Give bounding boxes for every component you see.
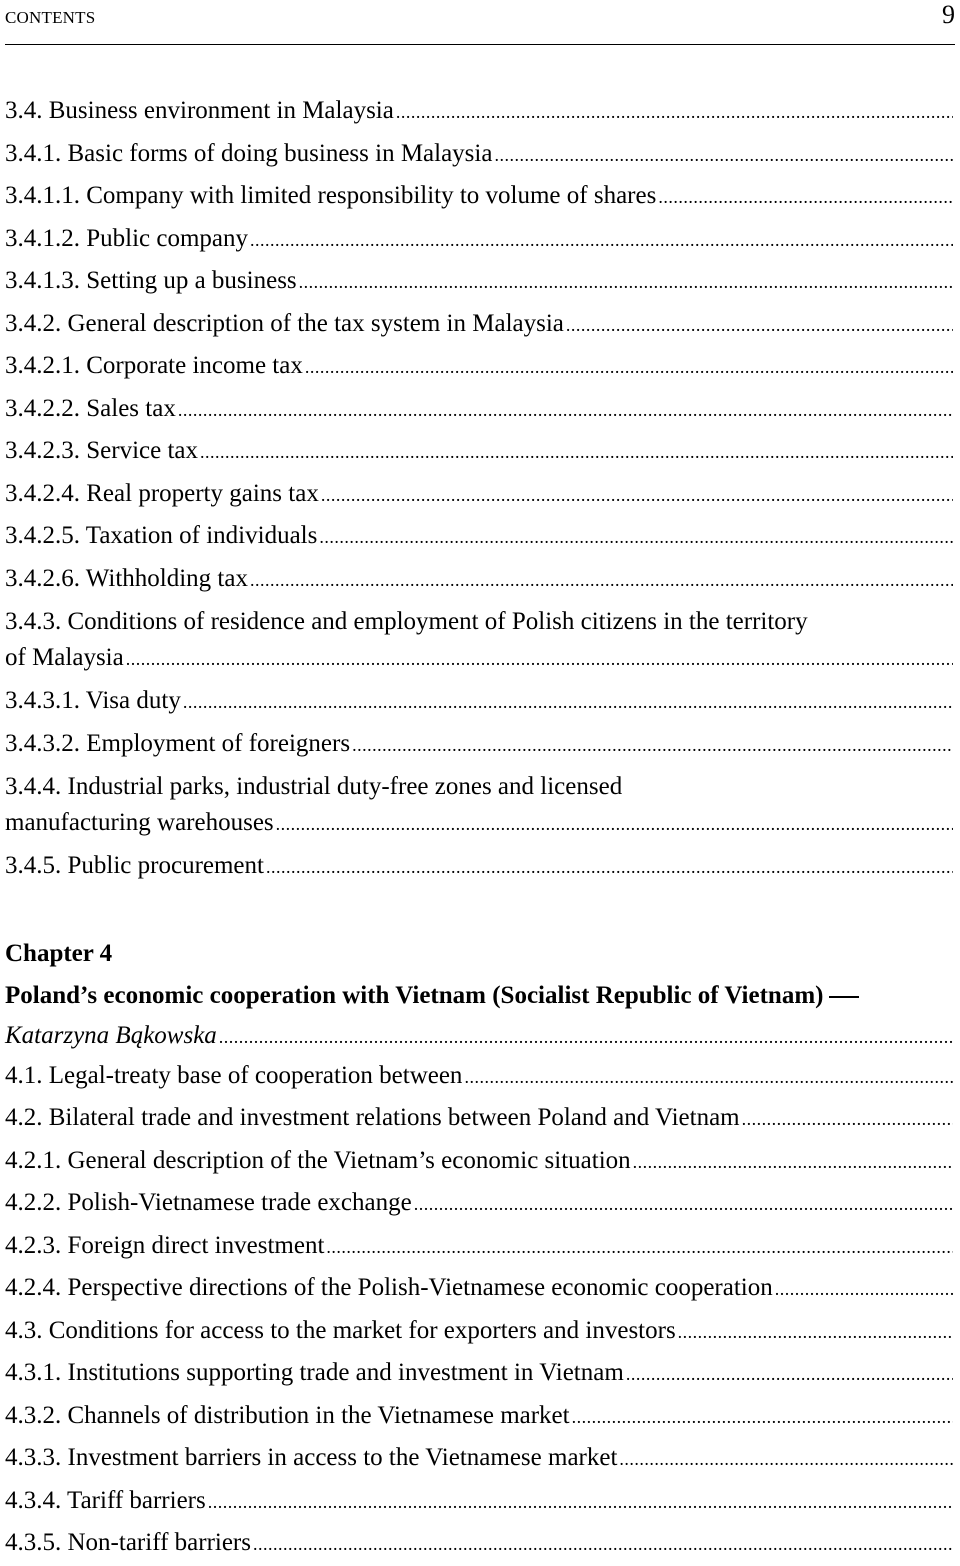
toc-entry-label: 4.3. Conditions for access to the market for exporters and investors — [5, 1316, 676, 1344]
leader-dots — [464, 1056, 953, 1099]
toc-entry-label: 3.4.1. Basic forms of doing business in Malaysia — [5, 139, 493, 167]
toc-entry — [5, 558, 953, 601]
toc-entry — [5, 1437, 953, 1480]
toc-entry-label: 4.2.1. General description of the Vietnam’s economic situation — [5, 1146, 631, 1174]
leader-dots — [208, 1481, 953, 1524]
toc-entry-label: 3.4.4. Industrial parks, industrial duty-free zones and licensed — [5, 773, 623, 800]
page-header — [5, 0, 955, 40]
leader-dots — [326, 1226, 953, 1269]
leader-dots — [250, 559, 953, 602]
header-rule — [5, 44, 955, 45]
toc-entry-label: 3.4.1.3. Setting up a business — [5, 267, 297, 294]
toc-entry-continuation — [5, 640, 953, 677]
toc-entry — [5, 430, 953, 473]
leader-dots — [626, 1353, 953, 1396]
leader-dots — [126, 641, 953, 677]
leader-dots — [319, 516, 953, 559]
leader-dots — [183, 681, 953, 724]
toc-entry — [5, 1140, 953, 1183]
table-of-contents — [5, 90, 953, 1565]
leader-dots — [619, 1438, 953, 1481]
toc-entry — [5, 260, 953, 303]
toc-entry-label: 4.2. Bilateral trade and investment relations between Poland and Vietnam — [5, 1104, 740, 1131]
chapter-heading: Chapter 4 — [5, 939, 113, 967]
leader-dots — [742, 1098, 953, 1141]
leader-dots — [352, 724, 953, 767]
toc-entry — [5, 175, 953, 218]
toc-entry — [5, 1225, 953, 1268]
toc-entry-label: 3.4. Business environment in Malaysia — [5, 97, 394, 124]
em-dash-rule — [829, 996, 859, 998]
toc-entry — [5, 600, 953, 680]
leader-dots — [414, 1183, 953, 1226]
toc-entry-label: 3.4.2.2. Sales tax — [5, 394, 176, 422]
chapter-title — [5, 975, 953, 1017]
toc-entry-label: 4.3.1. Institutions supporting trade and investment in Vietnam — [5, 1359, 624, 1386]
leader-dots — [321, 474, 953, 517]
chapter-author-entry — [5, 1017, 953, 1055]
toc-entry — [5, 1352, 953, 1395]
toc-entry-label: 3.4.2.6. Withholding tax — [5, 564, 248, 592]
leader-dots — [572, 1396, 953, 1439]
leader-dots — [250, 219, 953, 262]
toc-entry-label: 3.4.2.4. Real property gains tax — [5, 479, 319, 507]
toc-entry — [5, 303, 953, 346]
toc-entry — [5, 1182, 953, 1225]
leader-dots — [299, 261, 953, 304]
toc-entry — [5, 133, 953, 176]
page-number: 9 — [942, 0, 955, 29]
toc-entry — [5, 1522, 953, 1565]
toc-entry — [5, 515, 953, 558]
toc-entry — [5, 90, 953, 133]
toc-entry-label: 4.3.5. Non-tariff barriers — [5, 1529, 251, 1556]
toc-entry — [5, 473, 953, 516]
leader-dots — [775, 1268, 953, 1311]
leader-dots — [305, 346, 953, 389]
toc-entry-label: 4.2.4. Perspective directions of the Polish-Vietnamese economic cooperation — [5, 1274, 773, 1301]
toc-entry — [5, 345, 953, 388]
chapter-author: Katarzyna Bąkowska — [5, 1021, 217, 1049]
leader-dots — [494, 134, 953, 177]
leader-dots — [253, 1523, 953, 1566]
toc-entry-label: 3.4.2.5. Taxation of individuals — [5, 522, 318, 549]
toc-entry — [5, 1097, 953, 1140]
toc-entry — [5, 1055, 953, 1098]
leader-dots — [266, 846, 953, 889]
toc-entry-label: 4.3.3. Investment barriers in access to the Vietnamese market — [5, 1444, 618, 1471]
toc-entry-label-cont: manufacturing warehouses — [5, 809, 274, 836]
toc-entry — [5, 765, 953, 845]
toc-entry-label: 3.4.2.1. Corporate income tax — [5, 352, 303, 379]
toc-entry — [5, 388, 953, 431]
chapter-title-text: Poland’s economic cooperation with Vietnam (Socialist Republic of Vietnam) — [5, 981, 824, 1009]
leader-dots — [633, 1141, 953, 1184]
leader-dots — [566, 304, 953, 347]
toc-entry — [5, 218, 953, 261]
toc-entry-label: 4.1. Legal-treaty base of cooperation between — [5, 1061, 463, 1089]
toc-entry-label: 3.4.3. Conditions of residence and employment of Polish citizens in the territory — [5, 608, 808, 635]
toc-entry-label: 3.4.3.1. Visa duty — [5, 687, 181, 714]
leader-dots — [178, 389, 953, 432]
toc-entry-label: 4.2.2. Polish-Vietnamese trade exchange — [5, 1189, 412, 1216]
toc-entry — [5, 680, 953, 723]
toc-entry — [5, 1395, 953, 1438]
leader-dots — [219, 1018, 953, 1056]
leader-dots — [396, 91, 953, 134]
running-head: CONTENTS — [5, 8, 96, 27]
toc-entry — [5, 1480, 953, 1523]
toc-entry-label: 3.4.3.2. Employment of foreigners — [5, 729, 351, 757]
toc-entry-label: 3.4.2.3. Service tax — [5, 437, 199, 464]
toc-entry-label: 3.4.5. Public procurement — [5, 852, 264, 879]
toc-entry-label: 3.4.1.2. Public company — [5, 224, 249, 252]
toc-entry-label: 3.4.2. General description of the tax system in Malaysia — [5, 309, 564, 337]
toc-entry-label: 4.3.4. Tariff barriers — [5, 1486, 206, 1514]
toc-entry — [5, 723, 953, 766]
toc-entry-label: 4.3.2. Channels of distribution in the Vietnamese market — [5, 1401, 570, 1429]
leader-dots — [200, 431, 953, 474]
chapter-gap — [5, 888, 953, 933]
toc-entry-label-cont: of Malaysia — [5, 644, 124, 671]
toc-entry-label: 4.2.3. Foreign direct investment — [5, 1231, 325, 1259]
toc-entry — [5, 1310, 953, 1353]
toc-entry-label: 3.4.1.1. Company with limited responsibility to volume of shares — [5, 182, 657, 209]
leader-dots — [678, 1311, 953, 1354]
toc-entry-continuation — [5, 805, 953, 842]
leader-dots — [276, 806, 953, 842]
toc-entry — [5, 845, 953, 888]
toc-entry — [5, 1267, 953, 1310]
leader-dots — [658, 176, 953, 219]
